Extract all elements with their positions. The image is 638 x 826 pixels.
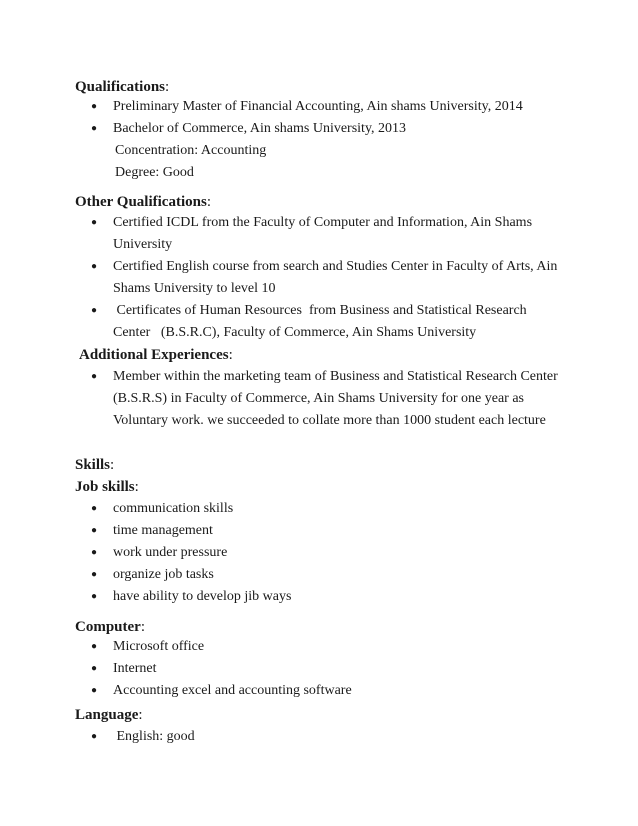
bullet-icon: ● <box>91 641 98 652</box>
bullet-icon: ● <box>91 123 98 134</box>
concentration-line: Concentration: Accounting <box>115 143 267 158</box>
language-heading: Language: <box>75 707 143 723</box>
job-skills-heading: Job skills: <box>75 479 139 495</box>
other-qualifications-heading: Other Qualifications: <box>75 194 211 210</box>
list-item: ● work under pressure <box>113 542 573 564</box>
list-item: ● Preliminary Master of Financial Accounting, Ain shams University, 2014 <box>113 96 573 118</box>
list-item: ● Certified English course from search and Studies Center in Faculty of Arts, Ain Shams University to level 10 <box>113 256 558 300</box>
bullet-icon: ● <box>91 591 98 602</box>
list-item: ● Accounting excel and accounting software <box>113 680 573 702</box>
additional-experiences-heading: Additional Experiences: <box>79 347 233 363</box>
list-item: ● organize job tasks <box>113 564 573 586</box>
computer-heading: Computer: <box>75 619 145 635</box>
bullet-icon: ● <box>91 503 98 514</box>
bullet-icon: ● <box>91 305 98 316</box>
list-item: ● English: good <box>113 726 573 748</box>
bullet-icon: ● <box>91 731 98 742</box>
list-item: ● communication skills <box>113 498 573 520</box>
list-item: ● Microsoft office <box>113 636 573 658</box>
bullet-icon: ● <box>91 371 98 382</box>
bullet-icon: ● <box>91 547 98 558</box>
bullet-icon: ● <box>91 217 98 228</box>
list-item: ● time management <box>113 520 573 542</box>
bullet-icon: ● <box>91 685 98 696</box>
bullet-icon: ● <box>91 569 98 580</box>
bullet-icon: ● <box>91 261 98 272</box>
list-item: ● have ability to develop jib ways <box>113 586 573 608</box>
degree-line: Degree: Good <box>115 165 194 180</box>
bullet-icon: ● <box>91 101 98 112</box>
list-item: ● Certified ICDL from the Faculty of Computer and Information, Ain Shams University <box>113 212 558 256</box>
skills-heading: Skills: <box>75 457 115 473</box>
list-item: ● Member within the marketing team of Business and Statistical Research Center (B.S.R.S) in Faculty of Commerce, Ain Shams University for one year as Voluntary work. we succeeded to collate more than 1000 student each lecture <box>113 366 568 432</box>
bullet-icon: ● <box>91 663 98 674</box>
list-item: ● Bachelor of Commerce, Ain shams University, 2013 <box>113 118 573 140</box>
list-item: ● Certificates of Human Resources from Business and Statistical Research Center (B.S.R.C), Faculty of Commerce, Ain Shams University <box>113 300 553 344</box>
qualifications-heading: Qualifications: <box>75 79 170 95</box>
list-item: ● Internet <box>113 658 573 680</box>
bullet-icon: ● <box>91 525 98 536</box>
